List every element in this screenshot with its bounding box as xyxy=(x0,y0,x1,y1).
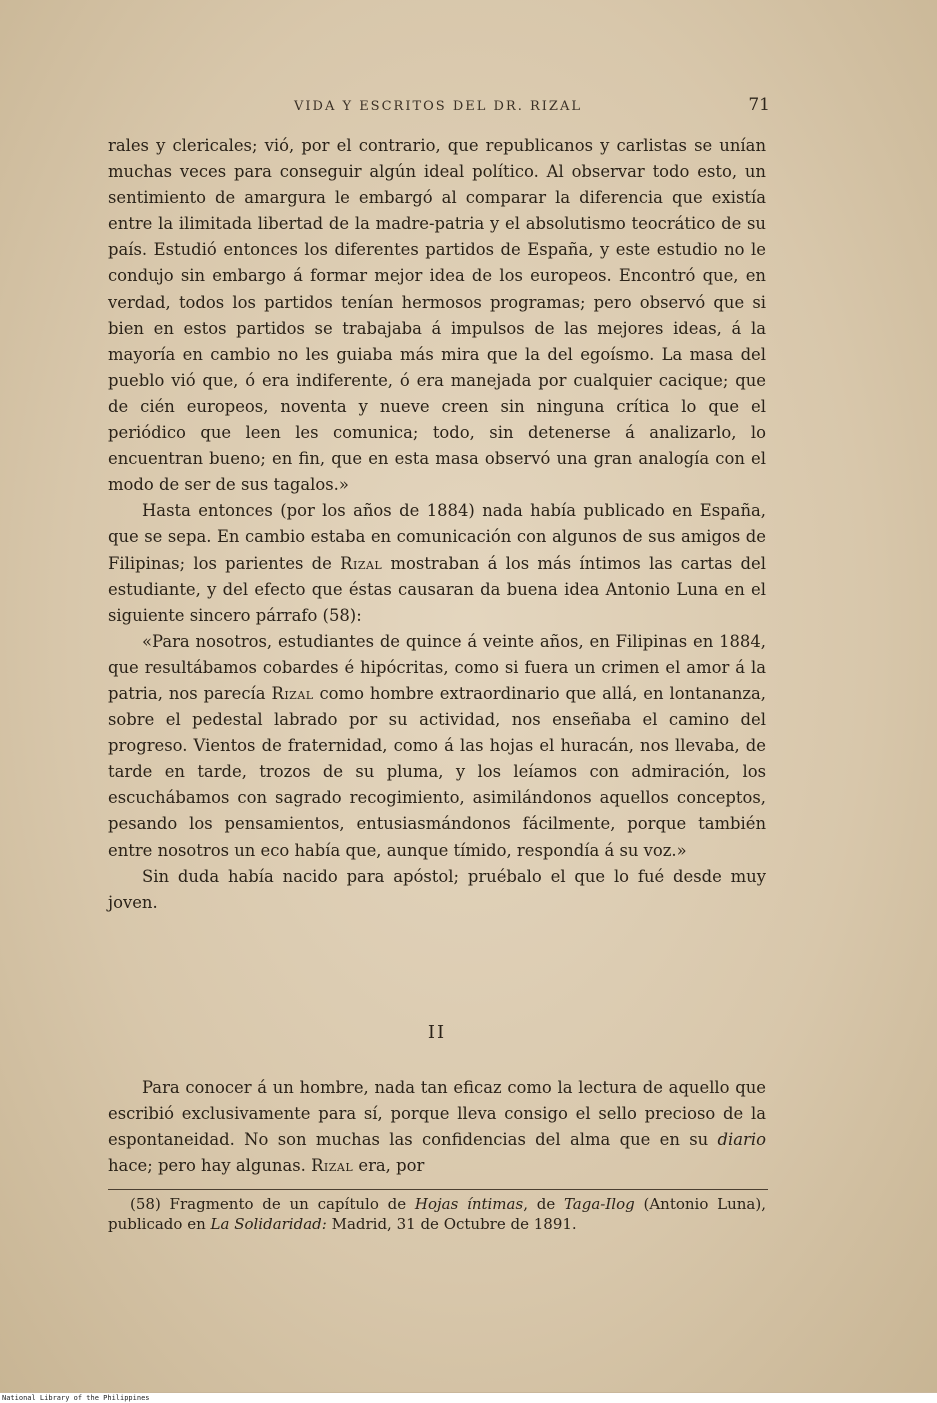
name-rizal: Rizal xyxy=(311,1156,354,1176)
running-title: VIDA Y ESCRITOS DEL DR. RIZAL xyxy=(294,99,582,114)
paragraph-2 xyxy=(108,498,766,628)
diario-word: diario xyxy=(717,1130,766,1150)
text-span: (58) Fragmento de un capítulo de xyxy=(130,1195,415,1213)
text-span: era, por xyxy=(353,1156,425,1176)
work-title: Hojas íntimas xyxy=(414,1195,524,1213)
author-pseudonym: Taga-Ilog xyxy=(563,1195,635,1213)
section-text xyxy=(108,1075,766,1179)
library-credit: National Library of the Philippines xyxy=(0,1393,937,1403)
name-rizal: Rizal xyxy=(340,553,383,573)
footnote-58 xyxy=(108,1194,766,1234)
text-span: (Antonio Luna), publicado en xyxy=(108,1195,766,1233)
text-span: , de xyxy=(523,1195,564,1213)
text-span: mostraban á los más íntimos las cartas del estudiante, y del efecto que éstas causaran da buena idea Antonio Luna en el siguiente sincero párrafo (58): xyxy=(108,553,766,625)
footnote xyxy=(108,1194,766,1234)
newspaper-title: La Solidaridad: xyxy=(210,1215,327,1233)
footnote-divider xyxy=(108,1189,768,1190)
page-number: 71 xyxy=(748,95,770,115)
paragraph-1: rales y clericales; vió, por el contrario, que republicanos y carlistas se unían muchas veces para conseguir algún ideal político. Al observar todo esto, un sentimiento de amargura le embargó al comparar la diferencia que existía entre la ilimitada libertad de la madre-patria y el absolutismo teocrático de su país. Estudió entonces los diferentes partidos de España, y este estudio no le condujo sin embargo á formar mejor idea de los europeos. Encontró que, en verdad, todos los partidos tenían hermosos programas; pero observó que si bien en estos partidos se trabajaba á impulsos de las mejores ideas, á la mayoría en cambio no les guiaba más mira que la del egoísmo. La masa del pueblo vió que, ó era indiferente, ó era manejada por cualquier cacique; que de cién europeos, noventa y nueve creen sin ninguna crítica lo que el periódico que leen les comunica; todo, sin detenerse á analizarlo, lo encuentran bueno; en fin, que en esta masa observó una gran analogía con el modo de ser de sus tagalos.» xyxy=(108,136,766,495)
paragraph-3-quote xyxy=(108,629,766,864)
name-rizal: Rizal xyxy=(271,683,314,703)
paragraph-4: Sin duda había nacido para apóstol; pruébalo el que lo fué desde muy joven. xyxy=(108,866,766,912)
text-span: hace; pero hay algunas. xyxy=(108,1156,312,1176)
section-heading: II xyxy=(427,1022,447,1043)
main-text xyxy=(108,133,766,916)
text-span: «Para nosotros, estudiantes de quince á veinte años, en Filipinas en 1884, que resultábamos cobardes é hipócritas, como si fuera un crimen el amor á la patria, nos parecía xyxy=(108,631,766,703)
text-span: Madrid, 31 de Octubre de 1891. xyxy=(326,1215,577,1233)
section-paragraph-1 xyxy=(108,1075,766,1179)
text-span: Para conocer á un hombre, nada tan eficaz como la lectura de aquello que escribió exclusivamente para sí, porque lleva consigo el sello precioso de la espontaneidad. No son muchas las confidencias del alma que en su xyxy=(108,1078,766,1150)
text-span: como hombre extraordinario que allá, en lontananza, sobre el pedestal labrado por su actividad, nos enseñaba el camino del progreso. Vientos de fraternidad, como á las hojas el huracán, nos llevaba, de tarde en tarde, trozos de su pluma, y los leíamos con admiración, los escuchábamos con sagrado recogimiento, asimilándonos aquellos conceptos, pesando los pensamientos, entusiasmándonos fácilmente, porque también entre nosotros un eco había que, aunque tímido, respondía á su voz.» xyxy=(108,683,767,860)
text-span: Hasta entonces (por los años de 1884) nada había publicado en España, que se sepa. En cambio estaba en comunicación con algunos de sus amigos de Filipinas; los parientes de xyxy=(108,501,766,573)
